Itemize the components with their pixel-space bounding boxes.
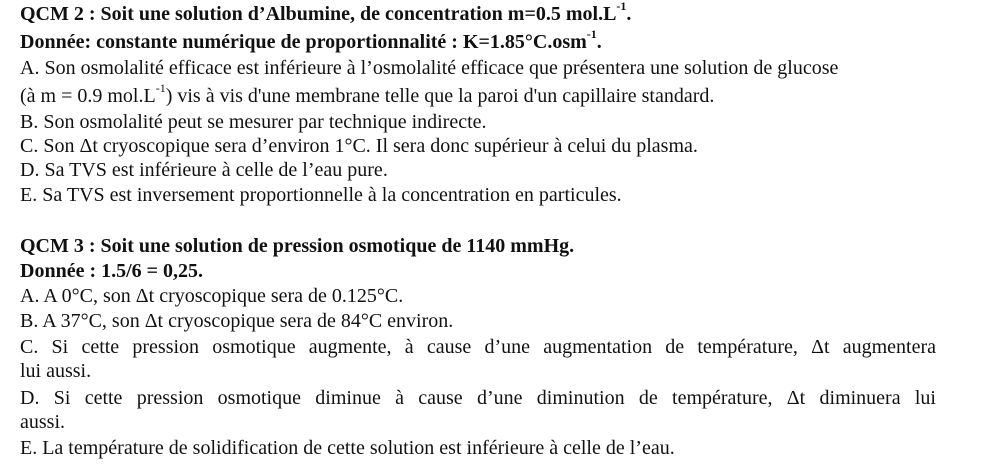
qcm2-option-c: C. Son Δt cryoscopique sera d’environ 1°C. Il sera donc supérieur à celui du plasma. — [20, 135, 698, 157]
qcm3-option-d-line1: D. Si cette pression osmotique diminue à cause d’une diminution de température, Δt diminuera lui — [20, 387, 936, 409]
qcm2-given-end: . — [596, 31, 602, 53]
qcm3-option-e: E. La température de solidification de cette solution est inférieure à celle de l’eau. — [20, 437, 675, 459]
qcm2-title-exponent: -1 — [616, 0, 627, 14]
qcm2-title-end: . — [626, 3, 632, 25]
qcm2-option-a-exponent: -1 — [155, 81, 166, 96]
qcm3-option-b: B. A 37°C, son Δt cryoscopique sera de 84°C environ. — [20, 310, 454, 332]
qcm2-option-d: D. Sa TVS est inférieure à celle de l’eau pure. — [20, 159, 388, 181]
qcm3-option-c-line1: C. Si cette pression osmotique augmente, à cause d’une augmentation de température, Δt augmentera — [20, 336, 936, 358]
qcm2-option-a-line2 — [20, 81, 715, 108]
qcm2-given-text: Donnée: constante numérique de proportionnalité : K=1.85°C.osm — [20, 31, 587, 53]
qcm2-title — [20, 2, 631, 26]
qcm2-option-a-line2-text: (à m = 0.9 mol.L — [20, 85, 156, 107]
qcm2-option-a-line2-end: ) vis à vis d'une membrane telle que la paroi d'un capillaire standard. — [165, 85, 715, 107]
qcm3-option-d-line2: aussi. — [20, 411, 65, 433]
qcm2-option-e: E. Sa TVS est inversement proportionnelle à la concentration en particules. — [20, 184, 622, 206]
qcm3-option-a: A. A 0°C, son Δt cryoscopique sera de 0.125°C. — [20, 285, 404, 307]
qcm2-given — [20, 27, 602, 54]
qcm3-title: QCM 3 : Soit une solution de pression osmotique de 1140 mmHg. — [20, 235, 575, 257]
qcm3-option-c-line2: lui aussi. — [20, 360, 92, 382]
qcm2-given-exponent: -1 — [586, 27, 597, 42]
qcm2-title-text: QCM 2 : Soit une solution d’Albumine, de concentration m=0.5 mol.L — [20, 3, 617, 25]
qcm2-option-a-line1: A. Son osmolalité efficace est inférieure à l’osmolalité efficace que présentera une solution de glucose — [20, 57, 839, 79]
qcm3-given: Donnée : 1.5/6 = 0,25. — [20, 260, 204, 282]
qcm2-option-b: B. Son osmolalité peut se mesurer par technique indirecte. — [20, 111, 487, 133]
